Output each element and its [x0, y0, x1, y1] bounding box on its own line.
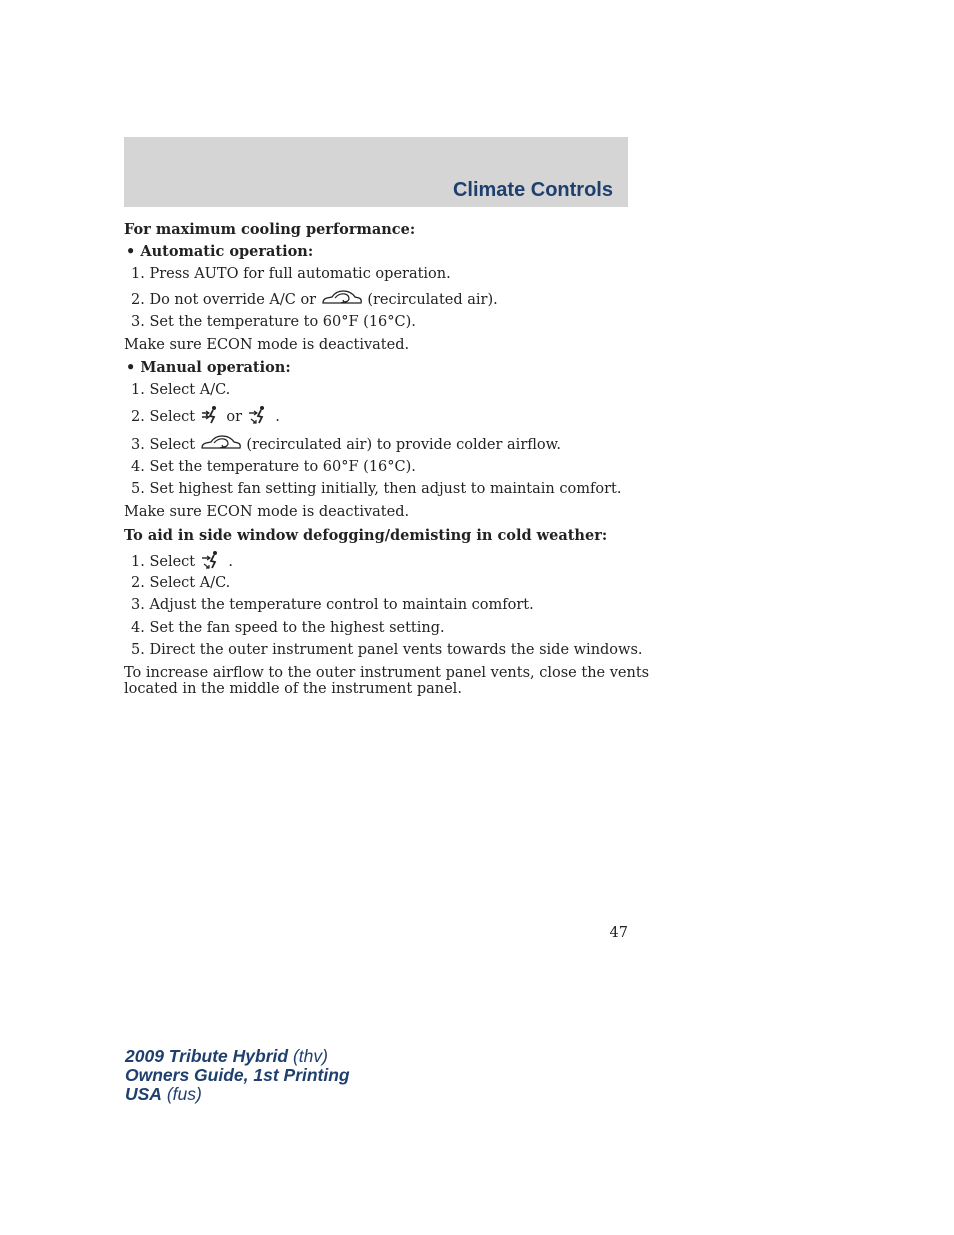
step-number: 2. — [131, 292, 145, 308]
footer-line-1 — [125, 1047, 350, 1066]
step-text: Set the temperature to 60°F (16°C). — [149, 314, 416, 330]
step-number: 4. — [131, 620, 145, 636]
footer-line-2 — [125, 1066, 350, 1085]
step-text: Select — [149, 437, 196, 453]
defog-step-1 — [131, 550, 233, 574]
bullet: • — [126, 243, 136, 260]
step-text-after: (recirculated air) to provide colder airflow. — [246, 437, 561, 453]
step-number: 1. — [131, 382, 145, 398]
defog-step-3 — [131, 597, 534, 613]
step-number: 3. — [131, 597, 145, 613]
step-text: Do not override A/C or — [149, 292, 317, 308]
auto-step-3 — [131, 314, 416, 330]
footer-market-code: (fus) — [166, 1084, 202, 1104]
step-text: Select — [149, 409, 196, 425]
step-text: Set the fan speed to the highest setting. — [149, 620, 445, 636]
step-text: Press AUTO for full automatic operation. — [149, 266, 451, 282]
recirculated-air-icon — [321, 288, 363, 312]
step-number: 3. — [131, 314, 145, 330]
manual-step-1 — [131, 382, 230, 398]
manual-step-2 — [131, 405, 280, 429]
step-text-after: . — [228, 554, 233, 570]
footer-model: 2009 Tribute Hybrid — [125, 1046, 289, 1066]
step-number: 1. — [131, 266, 145, 282]
step-text: Set highest fan setting initially, then adjust to maintain comfort. — [149, 481, 622, 497]
manual-step-5 — [131, 481, 621, 497]
section-title: Climate Controls — [452, 179, 613, 201]
footer-line-3 — [125, 1085, 350, 1104]
footer-model-code: (thv) — [292, 1046, 328, 1066]
panel-vent-icon — [200, 405, 222, 429]
panel-floor-vent-icon — [247, 405, 271, 429]
step-text: Direct the outer instrument panel vents towards the side windows. — [149, 642, 643, 658]
step-text-mid: or — [226, 409, 243, 425]
manual-step-4 — [131, 459, 416, 475]
step-number: 1. — [131, 554, 145, 570]
step-number: 4. — [131, 459, 145, 475]
defog-step-4 — [131, 620, 445, 636]
step-number: 2. — [131, 409, 145, 425]
manual-step-3 — [131, 433, 561, 457]
step-number: 5. — [131, 481, 145, 497]
manual-operation-label: Manual operation: — [140, 359, 291, 376]
step-text: Adjust the temperature control to maintain comfort. — [149, 597, 534, 613]
step-number: 5. — [131, 642, 145, 658]
recirculated-air-icon — [200, 433, 242, 457]
section-header-band — [124, 137, 628, 207]
step-text: Set the temperature to 60°F (16°C). — [149, 459, 416, 475]
footer-market: USA — [125, 1084, 162, 1104]
panel-floor-vent-icon — [200, 550, 224, 574]
auto-note: Make sure ECON mode is deactivated. — [124, 337, 410, 353]
footer-guide: Owners Guide, 1st Printing — [125, 1065, 350, 1085]
auto-step-1 — [131, 266, 451, 282]
auto-operation-label: Automatic operation: — [140, 243, 314, 260]
step-text: Select A/C. — [149, 382, 231, 398]
defog-note-line-2: located in the middle of the instrument panel. — [124, 681, 462, 697]
manual-note: Make sure ECON mode is deactivated. — [124, 504, 410, 520]
manual-operation-heading — [126, 359, 291, 376]
step-text: Select — [149, 554, 196, 570]
cooling-heading: For maximum cooling performance: — [124, 221, 416, 238]
step-number: 3. — [131, 437, 145, 453]
auto-step-2 — [131, 288, 498, 312]
page-number: 47 — [609, 925, 628, 941]
defog-note-line-1: To increase airflow to the outer instrument panel vents, close the vents — [124, 665, 650, 681]
step-text-after: . — [275, 409, 280, 425]
step-text-after: (recirculated air). — [367, 292, 498, 308]
bullet: • — [126, 359, 136, 376]
defog-step-5 — [131, 642, 643, 658]
step-text: Select A/C. — [149, 575, 231, 591]
defog-heading: To aid in side window defogging/demisting in cold weather: — [124, 527, 608, 544]
step-number: 2. — [131, 575, 145, 591]
defog-step-2 — [131, 575, 230, 591]
document-footer — [125, 1047, 350, 1104]
auto-operation-heading — [126, 243, 313, 260]
